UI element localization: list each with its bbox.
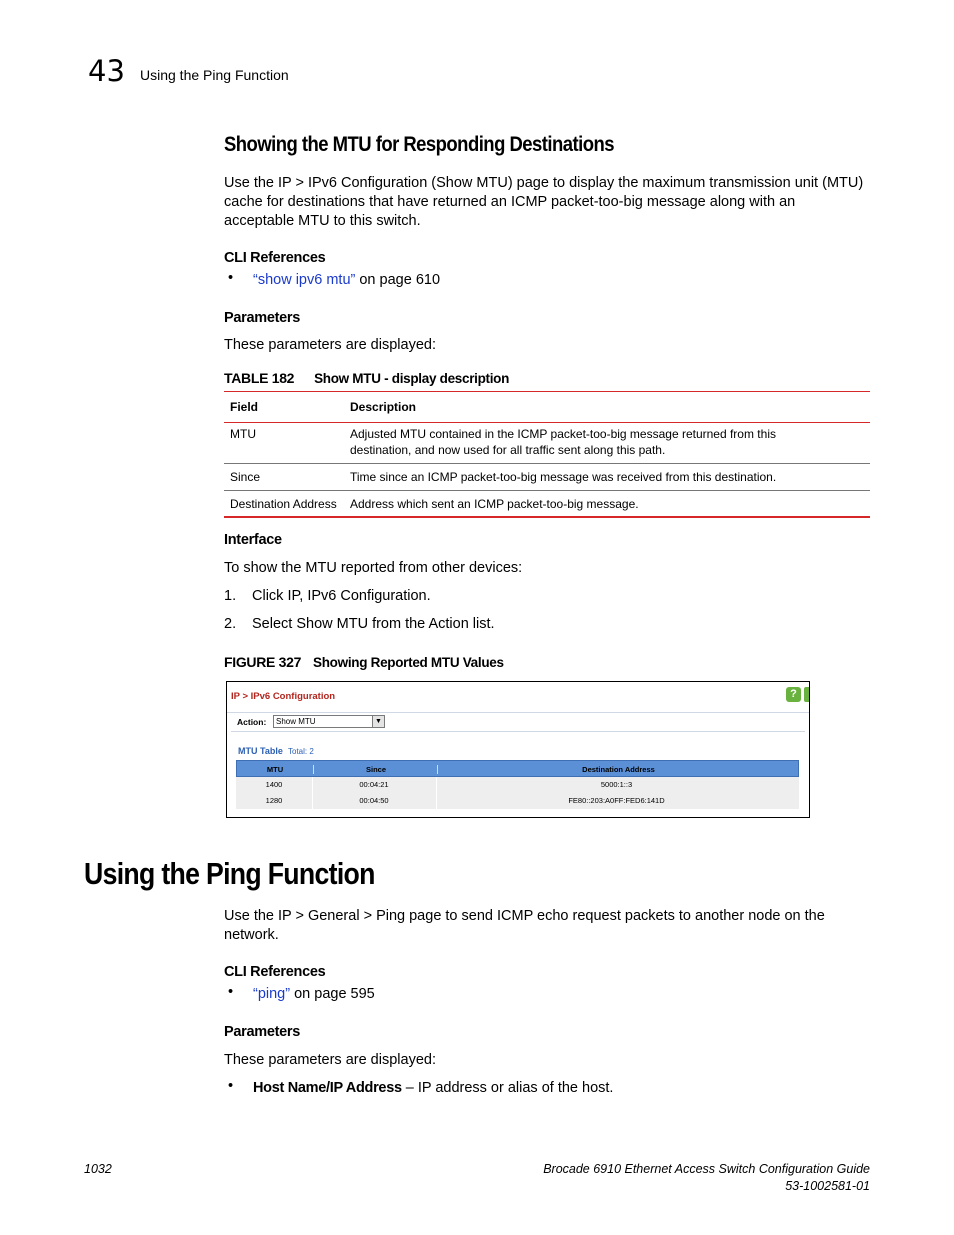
mtu-table-title: MTU Table xyxy=(238,746,283,756)
cli-link-suffix: on page 610 xyxy=(355,272,441,288)
figure-caption-number: FIGURE 327 xyxy=(224,654,302,670)
chevron-down-icon[interactable]: ▼ xyxy=(372,716,384,727)
chapter-title: Using the Ping Function xyxy=(140,67,289,83)
chapter-number: 43 xyxy=(88,54,125,88)
table-cell-description: Address which sent an ICMP packet-too-big message. xyxy=(350,496,639,511)
parameter-item xyxy=(253,1080,613,1096)
table-header-field: Field xyxy=(230,400,259,414)
intro-line: Use the IP > IPv6 Configuration (Show MTU) page to display the maximum transmission unit (MTU) xyxy=(224,175,864,191)
section-title-mtu: Showing the MTU for Responding Destinations xyxy=(224,133,615,156)
intro-line: acceptable MTU to this switch. xyxy=(224,213,421,229)
mtu-table-total: Total: 2 xyxy=(288,747,314,756)
help-icon[interactable]: ? xyxy=(786,687,801,702)
column-header-since[interactable]: Since xyxy=(313,765,438,774)
column-divider xyxy=(436,777,437,809)
parameters-intro: These parameters are displayed: xyxy=(224,337,436,353)
page-number: 1032 xyxy=(84,1162,112,1176)
table-row xyxy=(224,464,870,491)
section-intro-ping xyxy=(224,907,825,945)
intro-line: Use the IP > General > Ping page to send ICMP echo request packets to another node on the xyxy=(224,908,825,924)
table-cell-field: Since xyxy=(230,470,261,484)
cell-mtu: 1400 xyxy=(265,780,283,789)
cli-references-label: CLI References xyxy=(224,250,326,266)
table-cell-field: MTU xyxy=(230,427,256,441)
column-header-destination[interactable]: Destination Address xyxy=(437,765,799,774)
action-label: Action: xyxy=(237,717,267,727)
parameter-name: Host Name/IP Address xyxy=(253,1080,402,1096)
scroll-edge-icon xyxy=(804,687,809,702)
cell-mtu: 1280 xyxy=(265,796,283,805)
table-header-description: Description xyxy=(350,400,417,414)
mtu-table-header-row xyxy=(236,760,799,777)
step-number: 2. xyxy=(224,616,237,632)
show-mtu-description-table xyxy=(224,391,870,518)
document-number: 53-1002581-01 xyxy=(785,1179,870,1193)
bullet-dot-icon: • xyxy=(228,1078,234,1094)
cell-destination: FE80::203:A0FF:FED6:141D xyxy=(568,796,665,805)
section-intro-mtu xyxy=(224,174,863,231)
cli-references-label: CLI References xyxy=(224,964,326,980)
bullet-dot-icon: • xyxy=(228,270,234,286)
step-text: Click IP, IPv6 Configuration. xyxy=(252,588,431,604)
cli-link-ping[interactable]: “ping” xyxy=(253,986,291,1002)
step-text: Select Show MTU from the Action list. xyxy=(252,616,495,632)
parameters-intro: These parameters are displayed: xyxy=(224,1052,436,1068)
screenshot-breadcrumb: IP > IPv6 Configuration xyxy=(231,691,336,702)
table-cell-description xyxy=(350,426,870,463)
column-header-mtu[interactable]: MTU xyxy=(266,765,284,774)
interface-intro: To show the MTU reported from other devices: xyxy=(224,560,523,576)
figure-caption xyxy=(224,654,504,670)
description-line: Adjusted MTU contained in the ICMP packet-too-big message returned from this xyxy=(350,427,776,441)
parameter-description: – IP address or alias of the host. xyxy=(401,1080,614,1096)
cell-destination: 5000:1::3 xyxy=(600,780,633,789)
table-row xyxy=(224,423,870,464)
action-select[interactable] xyxy=(273,715,385,728)
mtu-table-row xyxy=(236,793,799,809)
table-cell-field: Destination Address xyxy=(230,496,337,511)
column-divider xyxy=(312,777,313,809)
description-line: destination, and now used for all traffic sent along this path. xyxy=(350,443,666,457)
parameters-label: Parameters xyxy=(224,1024,300,1040)
step-number: 1. xyxy=(224,588,237,604)
book-title: Brocade 6910 Ethernet Access Switch Configuration Guide xyxy=(543,1162,870,1176)
intro-line: cache for destinations that have returned an ICMP packet-too-big message along with an xyxy=(224,194,796,210)
table-caption xyxy=(224,370,509,386)
cli-link-show-ipv6-mtu[interactable]: “show ipv6 mtu” xyxy=(253,272,356,288)
figure-caption-text: Showing Reported MTU Values xyxy=(313,655,504,670)
cli-link-suffix: on page 595 xyxy=(290,986,375,1002)
table-caption-number: TABLE 182 xyxy=(224,370,295,386)
bullet-dot-icon: • xyxy=(228,984,234,1000)
screenshot-header xyxy=(227,682,809,713)
cli-reference-item xyxy=(253,986,375,1002)
cell-since: 00:04:21 xyxy=(359,780,389,789)
cli-reference-item xyxy=(253,272,440,288)
intro-line: network. xyxy=(224,927,279,943)
table-header-row xyxy=(224,392,870,423)
table-row xyxy=(224,491,870,516)
action-select-value: Show MTU xyxy=(276,717,316,726)
ipv6-configuration-screenshot xyxy=(226,681,810,818)
interface-label: Interface xyxy=(224,532,282,548)
parameters-label: Parameters xyxy=(224,310,300,326)
table-caption-text: Show MTU - display description xyxy=(314,371,510,386)
cell-since: 00:04:50 xyxy=(359,796,389,805)
table-cell-description: Time since an ICMP packet-too-big message was received from this destination. xyxy=(350,470,777,484)
divider xyxy=(231,731,805,732)
mtu-table-row xyxy=(236,777,799,794)
section-title-ping: Using the Ping Function xyxy=(84,856,375,891)
